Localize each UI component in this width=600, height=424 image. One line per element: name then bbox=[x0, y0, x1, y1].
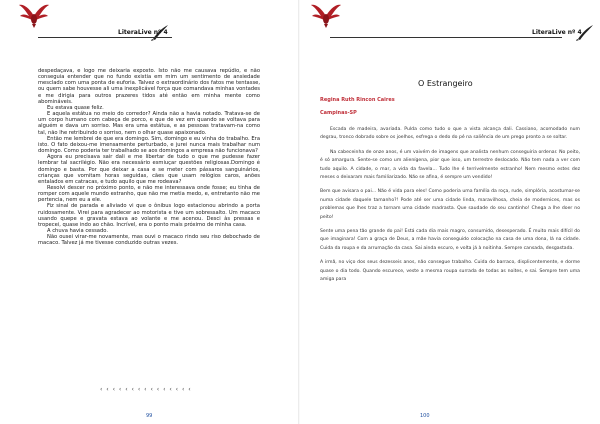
paragraph: Sente uma pena tão grande do pai! Está cada dia mais magro, consumido, desesperado. É muito mais difícil do que imaginara! Com a graça de Deus, a mãe havia conseguido colocação na casa de uma dona, lá na cidade. Cuida da roupa e da arrumação da casa. Sai ainda escuro, e volta já à noitinha. Sempre cansada, desgastada. bbox=[320, 229, 580, 251]
author-name: Regina Ruth Rincon Caires bbox=[320, 97, 395, 103]
story-continuation-text bbox=[38, 68, 260, 247]
paragraph: A chuva havia cessado. bbox=[47, 228, 108, 235]
page-number: 99 bbox=[146, 413, 153, 419]
header-rule bbox=[38, 37, 172, 38]
paragraph: Na cabeceinha de onze anos, é um vaivém de imagens que analista nenhum conseguiria ordenar. No peito, é só amargura. Sente-se como um alienígena, pior que isso, um terrestre deslocado. Não tem nada a ver com tudo aquilo. A cidade, o mar, a vida da favela... Tudo lhe é terrivelmente estranho! Nem mesmo estes dez meses o deixaram mais familiarizado. Não se afina, é sempre um vendido! bbox=[320, 149, 580, 181]
paragraph: A irmã, no viço dos seus dezesseis anos, não consegue trabalho. Cuida do barraco, displicentemente, e dorme quase o dia todo. Quando escurece, veste a mesma roupa surrada de todas as noites, e sai. Sempre tem uma amiga para bbox=[320, 260, 580, 283]
paragraph: despedaçava, e logo me deixaria exposto. Isto não me causava repúdio, e não conseguia entender que no fundo existia em mim um sentimento de ansiedade mesclado com uma ponta de euforia. Talvez o extraordinário dos fatos me tentasse, ou quem sabe houvesse ali uma inexplicável força que comandava minhas vontades e me dirigia para outros prazeres tidos até então em minha mente como abomináveis. bbox=[38, 68, 260, 105]
story-title: O Estrangeiro bbox=[418, 79, 473, 88]
paragraph: Resolvi descer no próximo ponto, e não me interessava onde fosse; eu tinha de romper com aquele mundo estranho, que não me metia medo, e, entretanto não me pertencia, nem eu a ele. bbox=[38, 184, 260, 204]
right-page bbox=[300, 0, 600, 424]
bird-logo-icon bbox=[310, 2, 342, 28]
journal-header-title: LiteraLive nº 4 bbox=[532, 29, 582, 36]
paragraph: Agora eu precisava sair dali e me libertar de tudo o que me pudesse fazer lembrar tal sacrilégio. Não era necessário esmiuçar questões religiosas.Domingo é domingo e basta. Por que deixar a casa e se meter com pássaros sanguinários, crianças que vomitam horas seguidas, cães que usam relógios caros, anões entalados em catracas, e tudo aquilo que me rodeava? bbox=[38, 154, 260, 185]
story-text bbox=[320, 126, 580, 291]
paragraph: Bem que avisara o pai... Não é vida para eles! Como poderia uma família da roça, rude, simplória, acostumar-se numa cidade daquele tamanho?! Pode até ser uma cidade linda, maravilhosa, cheia de modernices, mas os problemas que lhes traz a tornam uma cidade madrasta. Que saudade do seu cantinho! Chega a lhe doer no peito! bbox=[320, 189, 580, 220]
paragraph: Eu estava quase feliz. bbox=[47, 104, 104, 111]
section-end-ornament: ‹ ‹ ‹ ‹ ‹ ‹ ‹ ‹ ‹ ‹ ‹ ‹ ‹ ‹ ‹ bbox=[100, 386, 192, 393]
paragraph: Não ousei virar-me novamente, mas ouvi o macaco rindo seu riso debochado de macaco. Talvez já me tivesse conduzido outras vezes. bbox=[38, 234, 260, 247]
paragraph: E aquela estátua no meio do corredor? Ainda não a havia notado. Tratava-se de um corpo humano com cabeça de porco, e que de vez em quando se voltava para alguém e dava um sorriso. Mas era uma estátua, e as pessoas tratavam-na como tal, não lhe retribuindo o sorriso, nem o olhar quase apaixonado. bbox=[38, 111, 260, 136]
journal-header-title: LiteraLive nº 4 bbox=[118, 29, 168, 36]
paragraph: Fiz sinal de parada e aliviado vi que o ônibus logo estacionou abrindo a porta ruidosamente. Virei para agradecer ao motorista e tive um sobressalto. Um macaco usando quepe e gravata estava ao volante e me acenou. Desci às pressas e tropecei, quase indo ao chão. Incrível, era o ponto mais próximo de minha casa. bbox=[38, 203, 260, 228]
bird-logo-icon bbox=[18, 2, 50, 28]
paragraph: Então me lembrei de que era domingo. Sim, domingo e eu vinha do trabalho. Era isto. O fato deixou-me imensamente perturbado, e jurei nunca mais trabalhar num domingo. Como poderia ter trabalhado se aos domingos a empresa não funcionava? bbox=[38, 135, 260, 155]
page-number: 100 bbox=[420, 413, 430, 419]
header-rule bbox=[330, 37, 562, 38]
paragraph: Escada de madeira, avariada. Pulda como tudo o que a vista alcança dali. Cassiano, acomodado num degrau, tronco dobrado sobre os joelhos, esfrega o dedo do pé na saliência de um prego pronto a se soltar. bbox=[320, 127, 580, 141]
author-city: Campinas-SP bbox=[320, 110, 357, 116]
